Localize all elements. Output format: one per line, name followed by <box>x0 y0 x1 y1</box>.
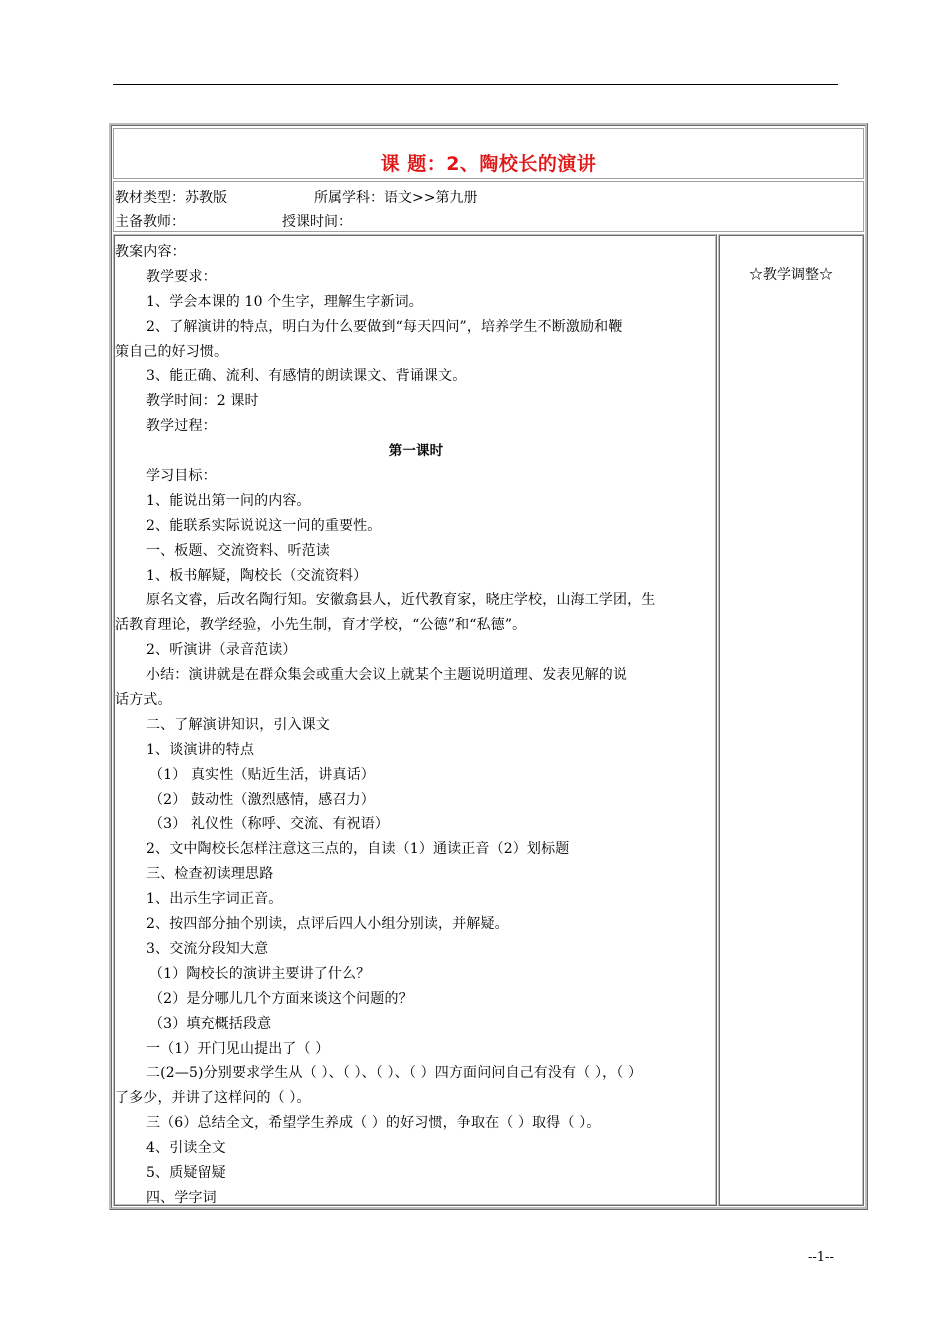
content-line: （2）是分哪儿几个方面来谈这个问题的？ <box>149 990 413 1007</box>
content-line: 教案内容： <box>115 244 186 260</box>
header-rule <box>113 84 838 85</box>
content-line: 三（6）总结全文，希望学生养成（ ）的好习惯，争取在（ ）取得（ ）。 <box>146 1115 601 1132</box>
page-number: --1-- <box>808 1250 834 1265</box>
textbook-type: 教材类型：苏教版 <box>115 190 227 206</box>
lesson-content <box>115 240 717 1206</box>
content-line: 3、能正确、流利、有感情的朗读课文、背诵课文。 <box>146 368 467 385</box>
content-line: 1、谈演讲的特点 <box>146 741 255 758</box>
content-line: （1）陶校长的演讲主要讲了什么？ <box>149 965 371 982</box>
content-line: 三、检查初读理思路 <box>146 866 274 883</box>
content-line: 2、了解演讲的特点，明白为什么要做到“每天四问”，培养学生不断激励和鞭 <box>146 318 623 335</box>
content-line: 4、引读全文 <box>146 1140 226 1157</box>
content-line: （2） 鼓动性（激烈感情，感召力） <box>149 791 375 808</box>
content-line: 二(2—5)分别要求学生从（ ）、（ ）、（ ）、（ ）四方面问问自己有没有（ ），（ ） <box>146 1065 643 1082</box>
content-line: 话方式。 <box>115 692 172 709</box>
content-line: 1、板书解疑，陶校长（交流资料） <box>146 567 368 584</box>
content-line: 一（1）开门见山提出了（ ） <box>146 1040 330 1057</box>
title-cell <box>113 128 864 179</box>
content-line: 活教育理论，教学经验，小先生制，育才学校，“公德”和“私德”。 <box>115 617 527 634</box>
content-line: 小结：演讲就是在群众集会或重大会议上就某个主题说明道理、发表见解的说 <box>146 667 628 684</box>
content-cell <box>113 234 717 1206</box>
content-line: 1、出示生字词正音。 <box>146 891 283 908</box>
content-line: 二、了解演讲知识，引入课文 <box>146 716 330 733</box>
content-line: 四、学字词 <box>146 1189 217 1206</box>
content-line: 2、按四部分抽个别读，点评后四人小组分别读，并解疑。 <box>146 916 509 933</box>
adjustment-label: ☆教学调整☆ <box>749 267 833 283</box>
class-time: 授课时间： <box>282 214 352 230</box>
content-line: 3、交流分段知大意 <box>146 940 269 957</box>
teacher: 主备教师： <box>115 214 185 230</box>
content-line: （3） 礼仪性（称呼、交流、有祝语） <box>149 816 390 833</box>
content-line: 原名文睿，后改名陶行知。安徽翕县人，近代教育家，晓庄学校，山海工学团，生 <box>146 592 656 609</box>
section-heading: 第一课时 <box>388 443 444 460</box>
content-line: 5、质疑留疑 <box>146 1164 226 1181</box>
content-line: 1、能说出第一问的内容。 <box>146 492 311 509</box>
content-line: 教学时间：2 课时 <box>146 393 259 410</box>
content-line: 2、文中陶校长怎样注意这三点的，自读（1）通读正音（2）划标题 <box>146 841 570 858</box>
content-line: 教学过程： <box>146 418 217 435</box>
subject: 所属学科：语文>>第九册 <box>314 190 478 206</box>
content-line: 了多少，并讲了这样问的（ ）。 <box>115 1090 311 1107</box>
content-line: 教学要求： <box>146 268 217 285</box>
content-line: 策自己的好习惯。 <box>115 343 229 360</box>
content-line: 2、能联系实际说说这一问的重要性。 <box>146 517 382 534</box>
meta-cell <box>113 181 864 232</box>
content-line: （3）填充概括段意 <box>149 1015 272 1032</box>
content-line: （1） 真实性（贴近生活，讲真话） <box>149 766 375 783</box>
content-line: 2、听演讲（录音范读） <box>146 642 297 659</box>
content-line: 一、板题、交流资料、听范读 <box>146 542 330 559</box>
lesson-title: 课 题：2、陶校长的演讲 <box>380 153 597 175</box>
content-line: 1、学会本课的 10 个生字，理解生字新词。 <box>146 293 423 310</box>
content-line: 学习目标： <box>146 468 217 485</box>
adjustment-cell <box>718 234 864 1206</box>
